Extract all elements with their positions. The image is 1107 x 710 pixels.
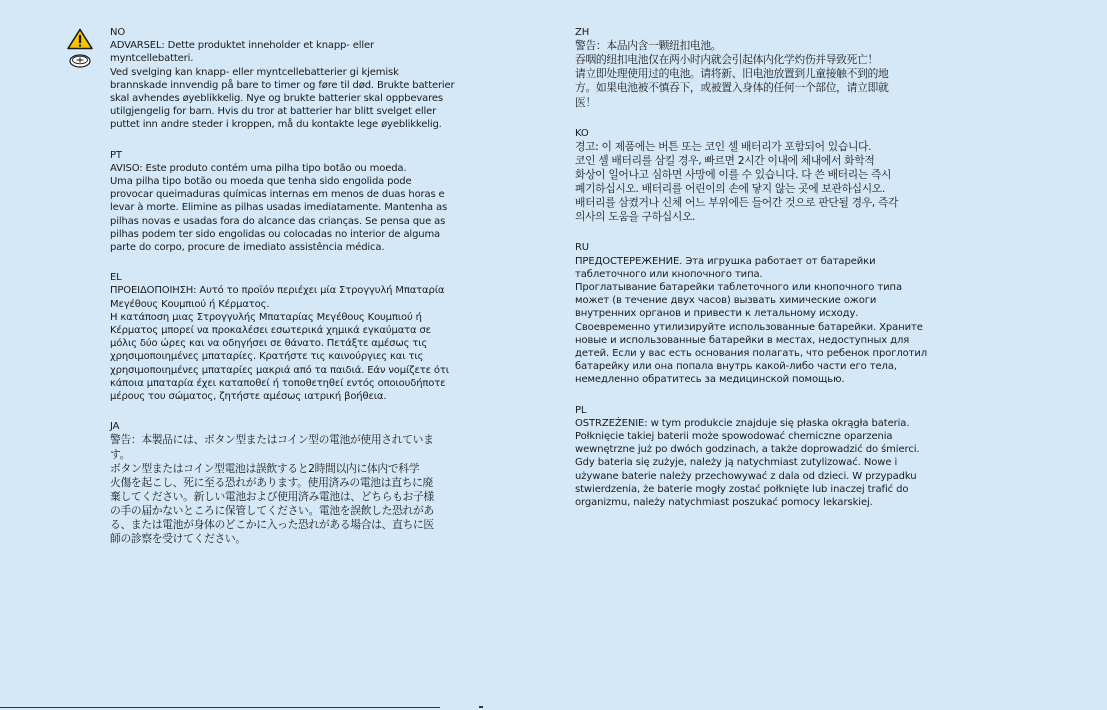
warning-text-line: ПРЕДОСТЕРЕЖЕНИЕ. Эта игрушка работает от батарейки [575, 255, 876, 267]
warning-section-pl [575, 404, 955, 510]
warning-text-line: ΠΡΟΕΙΔΟΠΟΙΗΣΗ: Αυτό το προϊόν περιέχει μία Στρογγυλή Μπαταρία [110, 285, 445, 297]
warning-text-line: 의사의 도움을 구하십시오. [575, 210, 696, 224]
warning-text-line: Połknięcie takiej baterii może spowodować chemiczne oparzenia [575, 431, 893, 443]
warning-text-line: Ved svelging kan knapp- eller myntcellebatterier gi kjemisk [110, 66, 399, 78]
warning-text-line: детей. Если у вас есть основания полагать, что ребенок проглотил [575, 348, 928, 360]
warning-text-line: Η κατάποση μιας Στρογγυλής Μπαταρίας Μεγέθους Κουμπιού ή [110, 311, 422, 323]
warning-text-line: pilhas podem ter sido engolidas ou colocadas no interior de alguma [110, 228, 441, 240]
warning-text-line: puttet inn andre steder i kroppen, må du kontakte lege øyeblikkelig. [110, 119, 442, 131]
footer-rule [0, 707, 440, 708]
warning-text-line: myntcellebatteri. [110, 53, 194, 65]
warning-text-line: χρησιμοποιημένες μπαταρίες. Κρατήστε τις καινούργιες και τις [110, 351, 424, 363]
warning-text-line: の手の届かないところに保管してください。電池を誤飲した恐れがあ [110, 503, 434, 517]
warning-text-line: 배터리를 삼켰거나 신체 어느 부위에든 들어간 것으로 판단될 경우, 즉각 [575, 196, 899, 210]
coin-battery-icon [67, 53, 93, 69]
footer-tick [479, 706, 483, 708]
warning-text-line: す。 [110, 447, 131, 461]
warning-text-line: немедленно обратитесь за медицинской помощью. [575, 374, 845, 386]
warning-section-pt [110, 149, 488, 255]
warning-text-line: brannskade innvendig på bare to timer og føre til død. Brukte batterier [110, 79, 455, 91]
language-code: JA [110, 421, 120, 433]
left-column [110, 26, 488, 563]
warning-text-line: Κέρματος μπορεί να προκαλέσει εσωτερικά χημικά εγκαύματα σε [110, 325, 431, 337]
warning-text-line: skal avhendes øyeblikkelig. Nye og brukte batterier skal oppbevares [110, 93, 443, 105]
warning-text-line: pilhas novas e usadas fora do alcance das crianças. Se pensa que as [110, 215, 446, 227]
warning-text-line: таблеточного или кнопочного типа. [575, 268, 763, 280]
warning-text-line: κάποια μπαταρία έχει καταποθεί ή τοποθετηθεί εντός οποιουδήποτε [110, 377, 446, 389]
warning-text-line: ADVARSEL: Dette produktet inneholder et knapp- eller [110, 40, 374, 52]
warning-text-line: 警告：本品内含一颗纽扣电池。 [575, 39, 722, 53]
warning-text-line: батарейку или она попала внутрь какой-либо части его тела, [575, 361, 897, 373]
warning-text-line: новые и использованные батарейки в местах, недоступных для [575, 334, 910, 346]
warning-text-line: 请立即处理使用过的电池。请将新、旧电池放置到儿童接触不到的地 [575, 67, 889, 81]
language-code: PL [575, 404, 587, 416]
warning-text-line: る、または電池が身体のどこかに入った恐れがある場合は、直ちに医 [110, 518, 434, 532]
language-code: KO [575, 127, 589, 139]
warning-section-zh [575, 26, 955, 110]
warning-text-line: ボタン型またはコイン型電池は誤飲すると2時間以内に体内で科学 [110, 461, 420, 475]
warning-text-line: używane baterie należy przechowywać z dala od dzieci. W przypadku [575, 470, 917, 482]
warning-text-line: 警告：本製品には、ボタン型またはコイン型の電池が使用されていま [110, 433, 434, 447]
warning-text-line: Проглатывание батарейки таблеточного или кнопочного типа [575, 282, 902, 294]
warning-section-ko [575, 127, 955, 225]
warning-text-line: 화상이 일어나고 심하면 사망에 이를 수 있습니다. 다 쓴 배터리는 즉시 [575, 168, 892, 182]
warning-text-line: может (в течение двух часов) вызвать химические ожоги [575, 295, 877, 307]
warning-text-line: utilgjengelig for barn. Hvis du tror at batterier har blitt svelget eller [110, 106, 437, 118]
language-code: ZH [575, 27, 590, 38]
warning-text-line: OSTRZEŻENIE: w tym produkcie znajduje się płaska okrągła bateria. [575, 417, 910, 429]
warning-text-line: внутренних органов и привести к летальному исходу. [575, 308, 859, 320]
warning-text-line: levar à morte. Elimine as pilhas usadas imediatamente. Mantenha as [110, 202, 448, 214]
warning-text-line: 폐기하십시오. 배터리를 어린이의 손에 닿지 않는 곳에 보관하십시오. [575, 182, 885, 196]
language-code: EL [110, 272, 122, 284]
right-column [575, 26, 955, 526]
warning-text-line: wewnętrzne już po dwóch godzinach, a także doprowadzić do śmierci. [575, 444, 920, 456]
warning-text-line: 경고: 이 제품에는 버튼 또는 코인 셀 배터리가 포함되어 있습니다. [575, 139, 872, 153]
warning-text-line: 코인 셀 배터리를 삼킬 경우, 빠르면 2시간 이내에 체내에서 화학적 [575, 153, 875, 167]
warning-text-line: 吞咽的纽扣电池仅在两小时内就会引起体内化学灼伤并导致死亡！ [575, 53, 878, 67]
warning-text-line: 火傷を起こし、死に至る恐れがあります。使用済みの電池は直ちに廃 [110, 475, 433, 489]
warning-text-line: stwierdzenia, że baterie mogły zostać połknięte lub inaczej trafić do [575, 483, 909, 495]
warning-icons [67, 28, 93, 69]
language-code: PT [110, 149, 122, 161]
warning-section-no [110, 26, 488, 132]
warning-text-line: organizmu, należy natychmiast poszukać pomocy lekarskiej. [575, 497, 873, 509]
warning-section-ja [110, 420, 488, 546]
warning-text-line: 師の診察を受けてください。 [110, 532, 246, 546]
warning-text-line: parte do corpo, procure de imediato assistência médica. [110, 242, 385, 254]
warning-section-el [110, 271, 488, 403]
language-code: RU [575, 242, 589, 254]
warning-text-line: 棄してください。新しい電池および使用済み電池は、どちらもお子様 [110, 489, 434, 503]
warning-text-line: Uma pilha tipo botão ou moeda que tenha sido engolida pode [110, 176, 412, 188]
warning-text-line: AVISO: Este produto contém uma pilha tipo botão ou moeda. [110, 162, 407, 174]
warning-text-line: Μεγέθους Κουμπιού ή Κέρματος. [110, 298, 270, 310]
warning-triangle-icon [67, 28, 93, 50]
warning-text-line: 方。如果电池被不慎吞下，或被置入身体的任何一个部位，请立即就 [575, 81, 889, 95]
warning-text-line: χρησιμοποιημένες μπαταρίες μακριά από τα παιδιά. Εάν νομίζετε ότι [110, 364, 449, 376]
warning-text-line: provocar queimaduras químicas internas em menos de duas horas e [110, 189, 445, 201]
warning-text-line: μόλις δύο ώρες και να οδηγήσει σε θάνατο. Πετάξτε αμέσως τις [110, 338, 428, 350]
warning-text-line: Своевременно утилизируйте использованные батарейки. Храните [575, 321, 923, 333]
warning-section-ru [575, 241, 955, 386]
language-code: NO [110, 27, 126, 38]
warning-text-line: Gdy bateria się zużyje, należy ją natychmiast zutylizować. Nowe i [575, 457, 898, 469]
warning-text-line: μέρους του σώματος, ζητήστε αμέσως ιατρική βοήθεια. [110, 391, 387, 403]
warning-text-line: 医！ [575, 95, 596, 109]
